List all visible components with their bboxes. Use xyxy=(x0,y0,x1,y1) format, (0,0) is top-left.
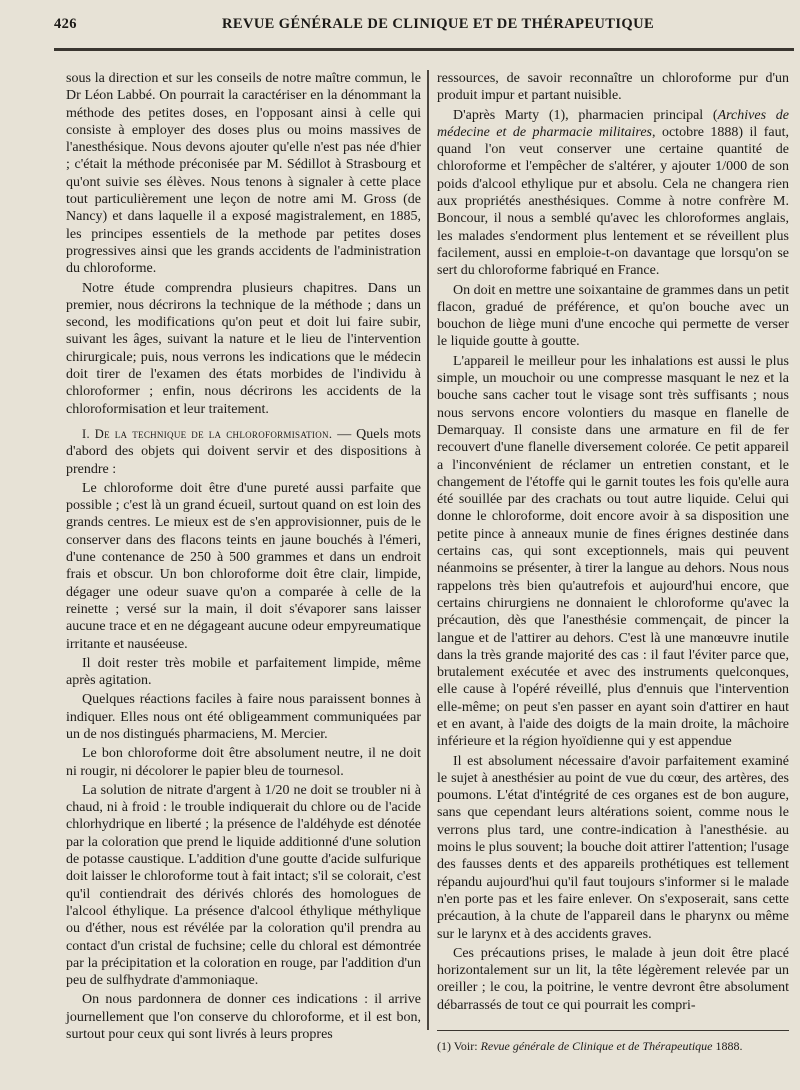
footnote-rule xyxy=(437,1030,789,1031)
paragraph: Quelques réactions faciles à faire nous paraissent bonnes à indiquer. Elles nous ont été obligeamment communiquées par un de nos distingués pharmaciens, M. Mercier. xyxy=(66,692,421,742)
paragraph: L'appareil le meilleur pour les inhalations est aussi le plus simple, un mouchoir ou une compresse masquant le nez et la bouche sans cacher tout le visage sont très suffisants ; nous nous servons encore volontiers du masque en flanelle de Demarquay. Il consiste dans une armature en fil de fer recouvert d'une flanelle diversement colorée. Ce petit appareil a l'inconvénient de réclamer un entretien constant, et le changement de l'étoffe qui le garnit toutes les fois qu'elle aura été souillée par des crachats ou tout autre liquide. Celui qui donne le chloroforme, doit encore avoir à sa disposition une petite pince à anneaux munie de fines érignes destinée dans certains cas, qui sont exceptionnels, mais qui peuvent néanmoins se présenter, à tirer la langue au dehors. Nous nous rappelons très bien qu'autrefois et aujourd'hui encore, que certains chirurgiens ne donnaient le chloroforme qu'avec la précaution, dès que l'anesthésie commençait, de pincer la langue et de l'attirer au dehors. C'est là une manœuvre inutile dans la très grande majorité des cas : il faut l'éviter parce que, brutalement exécutée et avec des instruments quelconques, elle cause à l'opéré réveillé, plus d'ennuis que l'intervention elle-même; on peut s'en passer en ayant soin d'attirer en haut et en avant, à l'aide des doigts de la main droite, la mâchoire inférieure et la région hyoïdienne qui y est appendue xyxy=(437,353,789,750)
paragraph: On doit en mettre une soixantaine de grammes dans un petit flacon, gradué de préférence, et qu'on bouche avec un bouchon de liège muni d'une encoche qui permette de verser le liquide goutte à goutte. xyxy=(437,282,789,350)
text-run: D'après Marty (1), pharmacien principal ( xyxy=(453,107,718,123)
paragraph: Il doit rester très mobile et parfaitement limpide, même après agitation. xyxy=(66,655,421,689)
footnote xyxy=(437,1039,789,1054)
footnote-text: (1) Voir: xyxy=(437,1039,481,1054)
column-divider xyxy=(427,70,429,1030)
paragraph: La solution de nitrate d'argent à 1/20 ne doit se troubler ni à chaud, ni à froid : le trouble indiquerait du chlore ou de l'acide chlorhydrique en liberté ; la présence de l'aldéhyde est dénotée par la coloration que prend le liquide additionné d'une solution de potasse caustique. L'addition d'une goutte d'acide sulfurique doit laisser le chloroforme tout à fait intact; s'il se colorait, c'est qu'il contiendrait des dérivés chlorés des homologues de l'alcool éthylique. La présence d'alcool éthylique méthylique ou d'éther, nous est révélée par la coloration qu'il prendra au contact d'un cristal de fuchsine; celle du chloral est démontrée par la précipitation et la coloration en rouge, par l'addition d'un peu de sulfhydrate d'ammoniaque. xyxy=(66,782,421,989)
paragraph xyxy=(437,107,789,280)
section-text: — Quels mots d'abord des objets qui doivent servir et des dispositions à prendre : xyxy=(66,426,421,477)
paragraph: Le chloroforme doit être d'une pureté aussi parfaite que possible ; c'est là un grand écueil, surtout quand on est loin des grands centres. Le mieux est de s'en approvisionner, puis de le conserver dans des flacons teints en jaune bouchés à l'émeri, d'une contenance de 250 à 500 grammes et dans un endroit frais et obscur. Un bon chloroforme doit être clair, limpide, dégager une odeur suave qu'on a comparée à celle de la reinette ; versé sur la main, il doit s'évaporer sans laisser aucune trace et en ne dégageant aucune odeur empyreumatique irritante et nauséeuse. xyxy=(66,480,421,652)
paragraph: sous la direction et sur les conseils de notre maître commun, le Dr Léon Labbé. On pourrait la caractériser en la dénommant la méthode des petites doses, en l'opposant ainsi à celle qui consiste à employer des doses plus ou moins massives de l'anesthésique. Nous devons ajouter qu'elle n'est pas née d'hier ; c'était la méthode préconisée par M. Sédillot à Strasbourg et qu'ont suivie ses élèves. Nous tenons à signaler à cette place tout particulièrement une leçon de notre ami M. Gross (de Nancy) et dans laquelle il a exposé magistralement, en 1885, les principes essentiels de la methode par petites doses progressives ainsi que les grands accidents de l'administration du chloroforme. xyxy=(66,71,421,277)
paragraph: Le bon chloroforme doit être absolument neutre, il ne doit ni rougir, ni décolorer le papier bleu de tournesol. xyxy=(66,746,421,779)
header-rule xyxy=(54,48,794,51)
text-run: , octobre 1888) il faut, quand l'on veut conserver une certaine quantité de chloroforme et l'empêcher de s'altérer, y ajouter 1/000 de son poids d'alcool ethylique pur et absolu. Cela ne changera rien aux propriétés anesthésiques. Comme à notre confrère M. Boncour, il nous a semblé qu'avec les chloroformes anglais, les malades s'endorment plus lentement et se réveillent plus facilement, aussi en emploie-t-on davantage que lorsqu'on se sert du chloroforme fabriqué en France. xyxy=(437,124,790,279)
page-number: 426 xyxy=(54,16,77,32)
footnote-italic: Revue générale de Clinique et de Thérapeutique xyxy=(480,1039,713,1054)
paragraph: Il est absolument nécessaire d'avoir parfaitement examiné le sujet à anesthésier au point de vue du cœur, des artères, des poumons. L'état d'intégrité de ces organes est de bon augure, sans que cependant leurs altérations soient, comme nous le verrons plus tard, une contre-indication à l'anesthésie. au moins le plus souvent; la bouche doit attirer l'attention; l'usage des fausses dents et des appareils prothétiques est tellement répandu aujourd'hui qu'il faut toujours s'informer si le malade n'en porte pas et les faire enlever. On s'exposerait, sans cette précaution, à la chute de l'appareil dans le pharynx ou même sur le larynx et à des accidents graves. xyxy=(437,753,789,942)
citation-italic: Archives de médecine et de pharmacie militaires xyxy=(437,107,789,140)
paragraph: Ces précautions prises, le malade à jeun doit être placé horizontalement sur un lit, la tête légèrement relevée par un oreiller ; le cou, la poitrine, le ventre devront être absolument débarrassés de tout ce qui pourrait les compri- xyxy=(437,945,789,1013)
journal-title: REVUE GÉNÉRALE DE CLINIQUE ET DE THÉRAPEUTIQUE xyxy=(222,16,655,32)
section-heading: I. De la technique de la chloroformisation. xyxy=(82,426,333,441)
footnote-year: 1888. xyxy=(712,1039,743,1054)
right-column xyxy=(437,70,789,1070)
paragraph: ressources, de savoir reconnaître un chloroforme pur d'un produit impur et partant nuisible. xyxy=(437,71,789,104)
section-paragraph xyxy=(66,426,421,478)
left-column xyxy=(66,70,421,1070)
paragraph: On nous pardonnera de donner ces indications : il arrive journellement que l'on conserve du chloroforme, et il est bon, surtout pour ceux qui sont livrés à leurs propres xyxy=(66,992,421,1043)
paragraph: Notre étude comprendra plusieurs chapitres. Dans un premier, nous décrirons la technique de la méthode ; dans un second, les modifications qu'on peut et doit lui faire subir, suivant les âges, suivant la nature et le lieu de l'intervention chirurgicale; puis, nous verrons les indications que le médecin doit tirer de l'examen des états morbides de l'individu à chloroformer ; enfin, nous décrirons les accidents de la chloroformisation et leur traitement. xyxy=(66,280,421,417)
